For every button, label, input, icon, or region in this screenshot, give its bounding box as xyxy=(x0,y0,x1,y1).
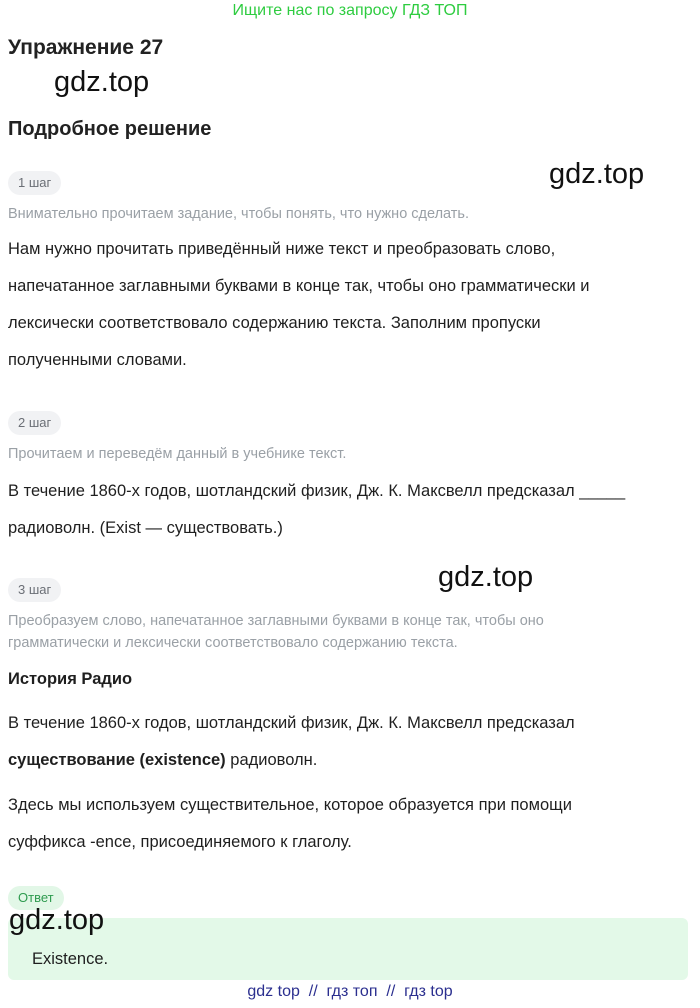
step-2-text xyxy=(8,473,692,547)
sentence-rest: радиоволн. xyxy=(225,751,318,769)
step-2-hint: Прочитаем и переведём данный в учебнике текст. xyxy=(8,446,347,462)
text-line: полученными словами. xyxy=(8,351,187,369)
top-banner: Ищите нас по запросу ГДЗ ТОП xyxy=(232,2,468,19)
text-line: В течение 1860-х годов, шотландский физик, Дж. К. Максвелл предсказал _____ xyxy=(8,482,626,500)
answer-badge: Ответ xyxy=(8,886,64,910)
hint-line: грамматически и лексически соответствовало содержанию текста. xyxy=(8,635,458,651)
text-title: История Радио xyxy=(8,670,133,688)
step-1-hint: Внимательно прочитаем задание, чтобы понять, что нужно сделать. xyxy=(8,206,470,222)
footer-links[interactable]: gdz top // гдз топ // гдз top xyxy=(247,983,453,1000)
watermark: gdz.top xyxy=(54,66,150,98)
step-3-sentence xyxy=(8,705,692,779)
text-line xyxy=(8,742,692,779)
answer-word: существование (existence) xyxy=(8,751,226,769)
hint-line: Преобразуем слово, напечатанное заглавными буквами в конце так, чтобы оно xyxy=(8,613,544,629)
watermark: gdz.top xyxy=(549,158,645,190)
answer-box xyxy=(8,918,688,980)
text-line: Здесь мы используем существительное, которое образуется при помощи xyxy=(8,796,572,814)
text-line: В течение 1860-х годов, шотландский физик, Дж. К. Максвелл предсказал xyxy=(8,714,575,732)
watermark: gdz.top xyxy=(9,904,105,936)
text-line: Нам нужно прочитать приведённый ниже текст и преобразовать слово, xyxy=(8,240,556,258)
answer-text: Existence. xyxy=(32,950,109,968)
section-title: Подробное решение xyxy=(8,118,212,140)
step-3-hint xyxy=(8,610,688,654)
step-badge-3: 3 шаг xyxy=(8,578,61,602)
step-badge-2: 2 шаг xyxy=(8,411,61,435)
step-3-explanation xyxy=(8,787,692,861)
watermark: gdz.top xyxy=(438,561,534,593)
text-line: радиоволн. (Exist — существовать.) xyxy=(8,519,283,537)
step-1-text xyxy=(8,231,692,379)
text-line: напечатанное заглавными буквами в конце так, чтобы оно грамматически и xyxy=(8,277,590,295)
text-line: суффикса -ence, присоединяемого к глаголу. xyxy=(8,833,352,851)
text-line: лексически соответствовало содержанию текста. Заполним пропуски xyxy=(8,314,541,332)
exercise-title: Упражнение 27 xyxy=(8,36,164,59)
step-badge-1: 1 шаг xyxy=(8,171,61,195)
